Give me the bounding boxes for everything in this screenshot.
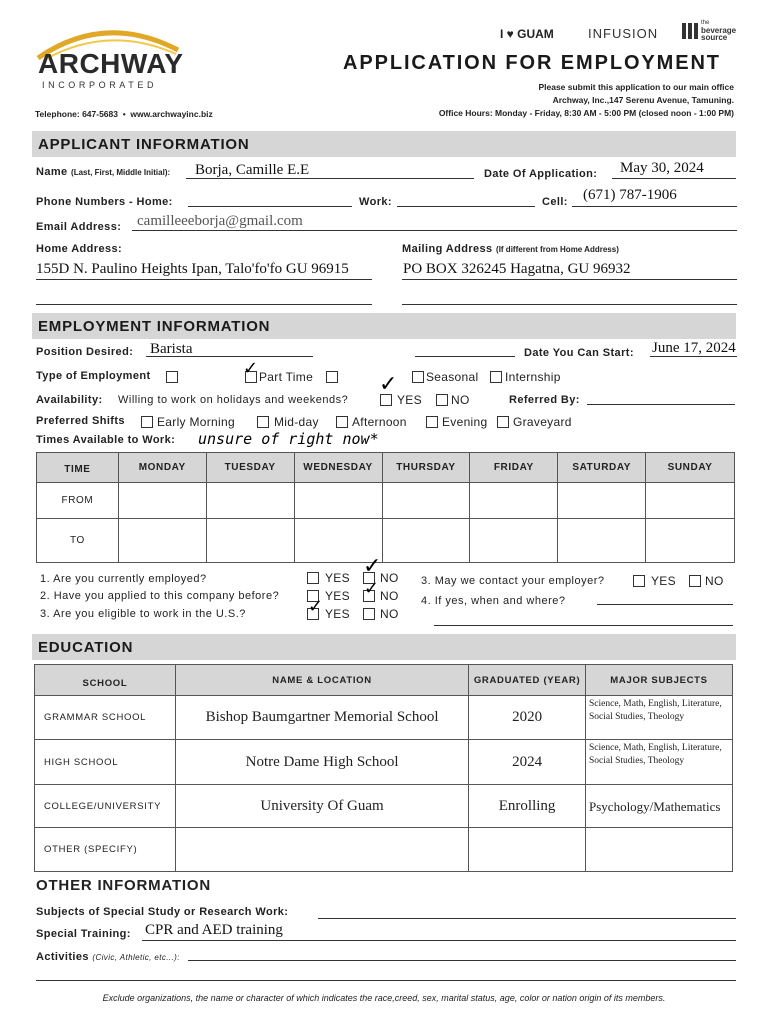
contact-yes-checkbox[interactable] <box>633 575 645 587</box>
schedule-cell[interactable] <box>118 519 206 563</box>
section-applicant-info: APPLICANT INFORMATION <box>32 131 736 157</box>
schedule-cell[interactable] <box>646 519 735 563</box>
edu-header-school: SCHOOL <box>35 665 176 696</box>
referred-by-label: Referred By: <box>509 394 580 406</box>
brand-i-love-guam: I ♥ GUAM <box>500 27 554 41</box>
shift-graveyard-checkbox[interactable] <box>497 416 509 428</box>
schedule-row-to: TO <box>37 519 119 563</box>
times-available-field[interactable]: unsure of right now* <box>198 430 379 448</box>
position-desired-field[interactable]: Barista <box>150 341 193 357</box>
email-field[interactable]: camilleeeborja@gmail.com <box>137 213 303 229</box>
phone-home-field[interactable] <box>188 206 352 207</box>
brand-infusion: INFUSION <box>588 26 659 41</box>
schedule-cell[interactable] <box>118 483 206 519</box>
schedule-header-saturday: SATURDAY <box>558 453 646 483</box>
phone-cell-label: Cell: <box>542 196 568 208</box>
employed-yes-checkbox[interactable] <box>307 572 319 584</box>
schedule-cell[interactable] <box>558 483 646 519</box>
part-time-label: Part Time <box>259 370 314 384</box>
internship-checkbox[interactable] <box>490 371 502 383</box>
schedule-cell[interactable] <box>206 483 294 519</box>
availability-yes-label: YES <box>397 393 422 407</box>
activities-field[interactable] <box>188 960 736 961</box>
shift-evening-label: Evening <box>442 415 488 429</box>
activities-label: Activities (Civic, Athletic, etc...): <box>36 951 180 963</box>
beverage-grid-icon <box>682 23 698 39</box>
shift-afternoon-checkbox[interactable] <box>336 416 348 428</box>
contact-no-checkbox[interactable] <box>689 575 701 587</box>
question-eligible-us: 3. Are you eligible to work in the U.S.? <box>40 608 246 620</box>
name-field[interactable]: Borja, Camille E.E <box>195 162 310 178</box>
phone-home-label: Phone Numbers - Home: <box>36 196 173 208</box>
when-where-field[interactable] <box>597 604 733 605</box>
footer-disclaimer: Exclude organizations, the name or character of which indicates the race,creed, sex, marital status, age, color or nation origin of its members. <box>102 993 666 1003</box>
position-desired-label: Position Desired: <box>36 346 134 358</box>
contact-yes-label: YES <box>651 574 676 588</box>
email-label: Email Address: <box>36 221 122 233</box>
brand-beverage-source: the beverage source <box>682 21 742 43</box>
office-info-3: Office Hours: Monday - Friday, 8:30 AM - 5:00 PM (closed noon - 1:00 PM) <box>438 108 734 118</box>
edu-name-high[interactable]: Notre Dame High School <box>175 740 468 785</box>
availability-no-checkbox[interactable] <box>436 394 448 406</box>
start-date-field[interactable]: June 17, 2024 <box>652 340 736 356</box>
type-of-employment-label: Type of Employment <box>36 370 151 382</box>
edu-school-other: OTHER (SPECIFY) <box>35 828 176 872</box>
employed-no-checkmark-icon: ✓ <box>363 554 382 579</box>
edu-name-college[interactable]: University Of Guam <box>175 785 468 828</box>
name-label: Name (Last, First, Middle Initial): <box>36 166 171 178</box>
edu-year-other[interactable] <box>469 828 586 872</box>
mailing-address-label: Mailing Address (If different from Home Address) <box>402 243 619 255</box>
section-employment-info: EMPLOYMENT INFORMATION <box>32 313 736 339</box>
employed-yes-label: YES <box>325 571 350 585</box>
schedule-cell[interactable] <box>558 519 646 563</box>
section-education: EDUCATION <box>32 634 736 660</box>
special-training-label: Special Training: <box>36 928 131 940</box>
question-when-where: 4. If yes, when and where? <box>421 595 566 607</box>
edu-year-grammar[interactable]: 2020 <box>469 696 586 740</box>
home-address-label: Home Address: <box>36 243 123 255</box>
applied-yes-label: YES <box>325 589 350 603</box>
edu-year-college[interactable]: Enrolling <box>469 785 586 828</box>
phone-work-field[interactable] <box>397 206 535 207</box>
shift-midday-label: Mid-day <box>274 415 319 429</box>
edu-header-name-location: NAME & LOCATION <box>175 665 468 696</box>
availability-yes-checkmark-icon: ✓ <box>379 372 398 397</box>
question-applied-before: 2. Have you applied to this company before? <box>40 590 280 602</box>
mailing-address-field[interactable]: PO BOX 326245 Hagatna, GU 96932 <box>403 261 631 277</box>
logo-wordmark: ARCHWAY <box>38 48 184 79</box>
question-contact-employer: 3. May we contact your employer? <box>421 575 605 587</box>
schedule-table <box>36 452 735 563</box>
home-address-line-2[interactable] <box>36 304 372 305</box>
company-logo <box>30 20 184 100</box>
seasonal-label: Seasonal <box>426 370 479 384</box>
shift-afternoon-label: Afternoon <box>352 415 407 429</box>
when-where-field-2[interactable] <box>434 625 733 626</box>
section-other-info: OTHER INFORMATION <box>36 877 211 894</box>
preferred-shifts-label: Preferred Shifts <box>36 415 125 427</box>
schedule-cell[interactable] <box>206 519 294 563</box>
schedule-cell[interactable] <box>646 483 735 519</box>
phone-work-label: Work: <box>359 196 392 208</box>
edu-year-high[interactable]: 2024 <box>469 740 586 785</box>
office-info-1: Please submit this application to our main office <box>538 82 734 92</box>
eligible-no-checkbox[interactable] <box>363 608 375 620</box>
education-table <box>34 664 733 872</box>
seasonal-checkbox[interactable] <box>412 371 424 383</box>
office-info-2: Archway, Inc.,147 Serenu Avenue, Tamuning. <box>552 95 734 105</box>
edu-school-high: HIGH SCHOOL <box>35 740 176 785</box>
availability-label: Availability: <box>36 394 103 406</box>
shift-midday-checkbox[interactable] <box>257 416 269 428</box>
applied-no-label: NO <box>380 589 399 603</box>
eligible-no-label: NO <box>380 607 399 621</box>
contact-no-label: NO <box>705 574 724 588</box>
shift-early-morning-checkbox[interactable] <box>141 416 153 428</box>
edu-header-graduated: GRADUATED (YEAR) <box>469 665 586 696</box>
phone-cell-field[interactable]: (671) 787-1906 <box>583 187 677 203</box>
schedule-header-monday: MONDAY <box>118 453 206 483</box>
mailing-address-line-2[interactable] <box>402 304 737 305</box>
home-address-field[interactable]: 155D N. Paulino Heights Ipan, Talo'fo'fo GU 96915 <box>36 261 349 277</box>
schedule-cell[interactable] <box>382 483 470 519</box>
edu-school-college: COLLEGE/UNIVERSITY <box>35 785 176 828</box>
eligible-yes-checkmark-icon: ✓ <box>308 596 324 617</box>
availability-question: Willing to work on holidays and weekends? <box>118 394 349 406</box>
question-currently-employed: 1. Are you currently employed? <box>40 573 207 585</box>
activities-field-2[interactable] <box>36 980 736 981</box>
schedule-cell[interactable] <box>470 519 558 563</box>
edu-major-high[interactable]: Science, Math, English, Literature, Social Studies, Theology <box>586 740 733 785</box>
start-date-label: Date You Can Start: <box>524 347 634 359</box>
referred-by-field[interactable] <box>587 404 735 405</box>
schedule-header-time: TIME <box>37 453 119 483</box>
edu-major-college[interactable]: Psychology/Mathematics <box>586 785 733 828</box>
page-title: APPLICATION FOR EMPLOYMENT <box>343 52 721 74</box>
availability-no-label: NO <box>451 393 470 407</box>
schedule-header-wednesday: WEDNESDAY <box>294 453 382 483</box>
schedule-cell[interactable] <box>382 519 470 563</box>
special-study-label: Subjects of Special Study or Research Work: <box>36 906 289 918</box>
times-available-label: Times Available to Work: <box>36 434 176 446</box>
full-time-checkbox[interactable] <box>166 371 178 383</box>
schedule-header-thursday: THURSDAY <box>382 453 470 483</box>
schedule-cell[interactable] <box>294 483 382 519</box>
edu-header-major: MAJOR SUBJECTS <box>586 665 733 696</box>
shift-evening-checkbox[interactable] <box>426 416 438 428</box>
edu-major-grammar[interactable]: Science, Math, English, Literature, Social Studies, Theology <box>586 696 733 740</box>
special-training-field[interactable]: CPR and AED training <box>145 922 283 938</box>
schedule-row-from: FROM <box>37 483 119 519</box>
date-of-application-label: Date Of Application: <box>484 168 598 180</box>
edu-major-other[interactable] <box>586 828 733 872</box>
edu-name-grammar[interactable]: Bishop Baumgartner Memorial School <box>175 696 468 740</box>
logo-subtitle: INCORPORATED <box>42 80 158 90</box>
edu-name-other[interactable] <box>175 828 468 872</box>
schedule-header-sunday: SUNDAY <box>646 453 735 483</box>
shift-early-morning-label: Early Morning <box>157 415 235 429</box>
applied-no-checkmark-icon: ✓ <box>364 578 380 599</box>
employed-no-label: NO <box>380 571 399 585</box>
schedule-cell[interactable] <box>470 483 558 519</box>
temporary-checkbox[interactable] <box>326 371 338 383</box>
position-desired-extra-field[interactable] <box>415 356 515 357</box>
part-time-checkmark-icon: ✓ <box>243 358 259 379</box>
schedule-header-tuesday: TUESDAY <box>206 453 294 483</box>
internship-label: Internship <box>505 370 561 384</box>
schedule-header-friday: FRIDAY <box>470 453 558 483</box>
date-of-application-field[interactable]: May 30, 2024 <box>620 160 704 176</box>
contact-line: Telephone: 647-5683 • www.archwayinc.biz <box>35 109 213 119</box>
eligible-yes-label: YES <box>325 607 350 621</box>
edu-school-grammar: GRAMMAR SCHOOL <box>35 696 176 740</box>
shift-graveyard-label: Graveyard <box>513 415 572 429</box>
special-study-field[interactable] <box>318 918 736 919</box>
